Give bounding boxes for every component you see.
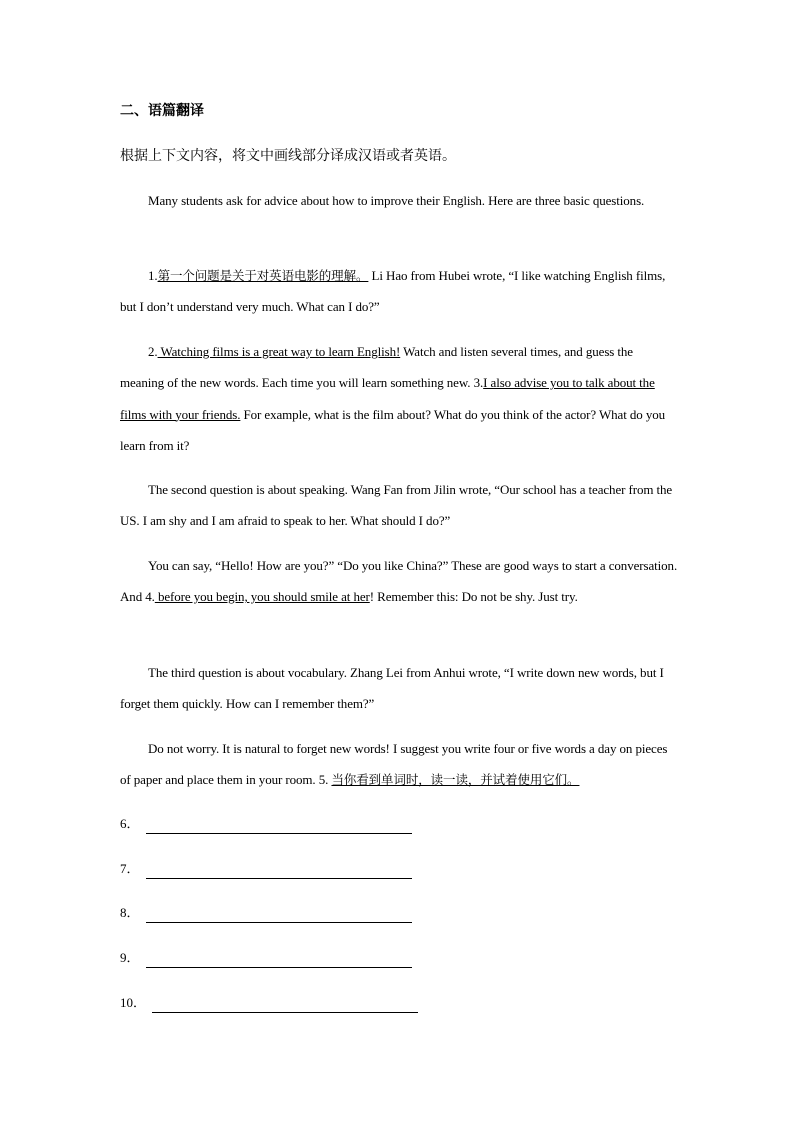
answer-line-7[interactable]: [120, 859, 412, 879]
answer-label: 8．: [120, 905, 140, 920]
paragraph-7: [120, 733, 680, 796]
paragraph-5-start: You can say, “Hello! How are you?” “Do you like China?” These are good ways to start a conversation. And: [120, 558, 678, 605]
answer-label: 7．: [120, 861, 140, 876]
answer-label: 10．: [120, 995, 147, 1010]
underlined-sentence-5: 当你看到单词时，读一读，并试着使用它们。: [331, 772, 580, 788]
underlined-sentence-2: Watching films is a great way to learn English!: [157, 344, 401, 359]
instruction-text: 根据上下文内容，将文中画线部分译成汉语或者英语。: [120, 148, 456, 164]
paragraph-6: The third question is about vocabulary. Zhang Lei from Anhui wrote, “I write down new words, but I forget them quickly. How can I remember them?”: [120, 665, 664, 712]
item-number-4: 4.: [145, 589, 155, 605]
paragraph-7-start: Do not worry. It is natural to forget new words! I suggest you write four or five words a day on pieces of paper and place them in your room.: [120, 741, 668, 788]
answer-blank[interactable]: [146, 819, 412, 834]
underlined-sentence-1: 第一个问题是关于对英语电影的理解。: [157, 268, 369, 283]
answer-label: 6．: [120, 816, 140, 831]
answer-label: 9．: [120, 950, 140, 965]
answer-line-10[interactable]: [120, 993, 418, 1013]
paragraph-3-mid: Watch and listen several times, and guess the meaning of the new words. Each time you will learn something new.: [120, 344, 633, 391]
section-heading: 二、语篇翻译: [120, 103, 204, 119]
answer-blank[interactable]: [146, 908, 412, 923]
paragraph-2-rest: Li Hao from Hubei wrote, “I like watching English films, but I don’t understand very much. What can I do?”: [120, 268, 666, 315]
paragraph-5-rest: ! Remember this: Do not be shy. Just try.: [369, 589, 578, 605]
paragraph-5: [120, 550, 680, 613]
paragraph-4: The second question is about speaking. Wang Fan from Jilin wrote, “Our school has a teacher from the US. I am shy and I am afraid to speak to her. What should I do?”: [120, 482, 673, 529]
answer-line-8[interactable]: [120, 903, 412, 923]
item-number-5: 5.: [318, 772, 329, 788]
paragraph-3: [120, 336, 680, 461]
answer-blank[interactable]: [152, 998, 418, 1013]
underlined-sentence-4: before you begin, you should smile at her: [154, 589, 370, 605]
answer-line-6[interactable]: [120, 814, 412, 834]
paragraph-1: Many students ask for advice about how to improve their English. Here are three basic questions.: [148, 193, 645, 208]
paragraph-3-rest: For example, what is the film about? What do you think of the actor? What do you learn from it?: [120, 406, 666, 453]
answer-blank[interactable]: [146, 864, 412, 879]
answer-line-9[interactable]: [120, 948, 412, 968]
item-number-2: 2.: [148, 344, 158, 359]
item-number-1: 1.: [148, 268, 158, 283]
answer-blank[interactable]: [146, 953, 412, 968]
underlined-sentence-3: I also advise you to talk about the films with your friends.: [120, 375, 655, 422]
item-number-3: 3.: [473, 375, 484, 391]
paragraph-2: [120, 260, 680, 323]
